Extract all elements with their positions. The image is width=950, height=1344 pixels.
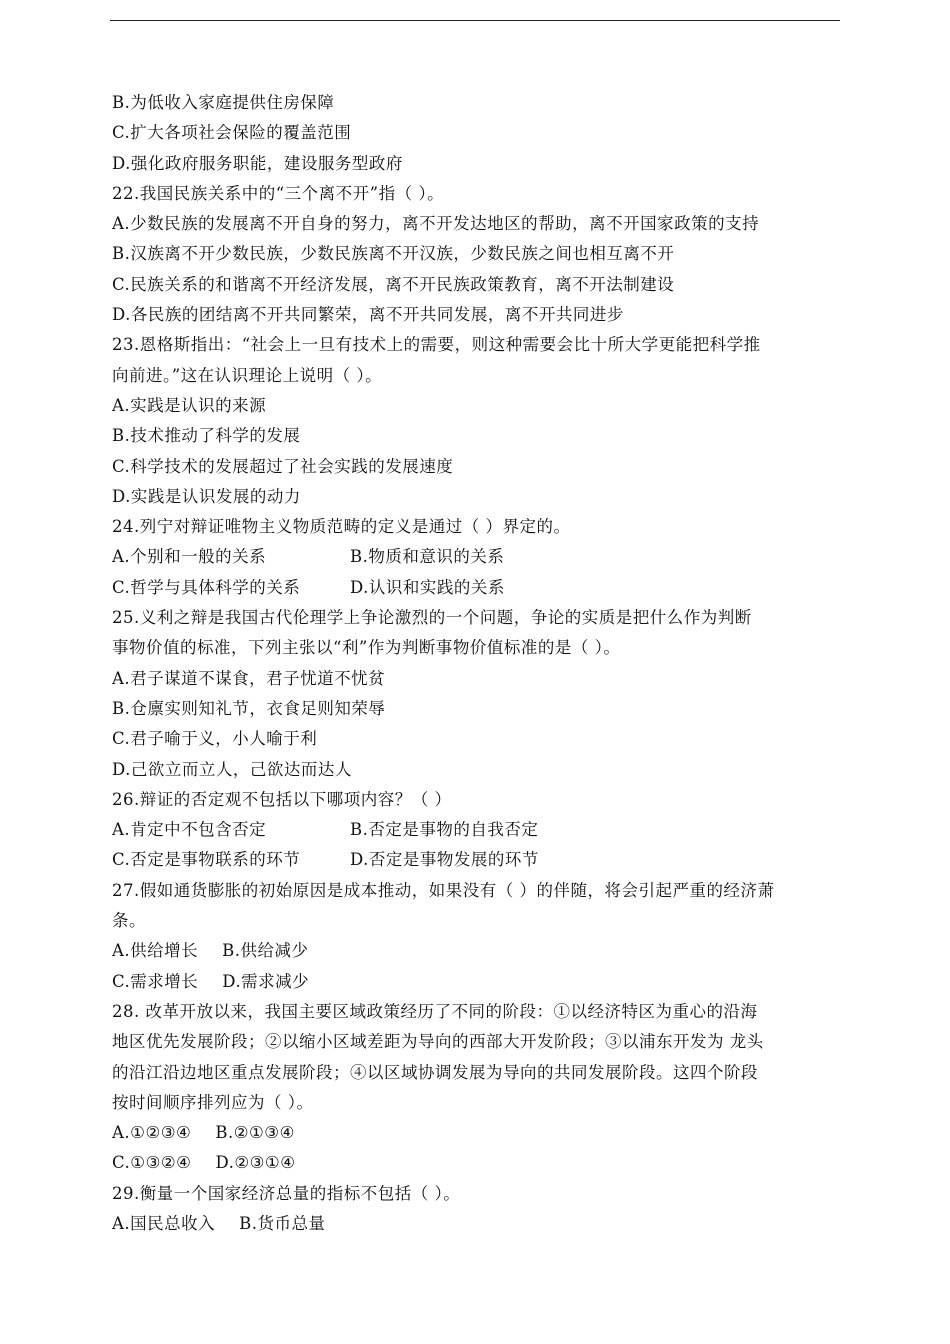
option-c: C.需求增长 <box>112 971 199 991</box>
option-pair <box>112 542 842 572</box>
question-22: 22.我国民族关系中的“三个离不开”指（ ）。 <box>112 183 445 203</box>
question-28-cont: 按时间顺序排列应为（ ）。 <box>112 1092 314 1112</box>
question-28-cont: 地区优先发展阶段；②以缩小区域差距为导向的西部大开发阶段；③以浦东开发为 龙头 <box>112 1032 764 1052</box>
option-pair <box>112 573 842 603</box>
option-a: A.①②③④ <box>112 1123 192 1143</box>
header-rule <box>110 20 840 21</box>
option-a: A.供给增长 <box>112 941 199 961</box>
option-line: D.己欲立而立人，己欲达而达人 <box>112 759 352 779</box>
option-b: B.②①③④ <box>215 1123 295 1143</box>
option-line: C.民族关系的和谐离不开经济发展，离不开民族政策教育，离不开法制建设 <box>112 274 675 294</box>
question-26: 26.辩证的否定观不包括以下哪项内容？（ ） <box>112 789 452 809</box>
option-pair <box>112 1148 842 1178</box>
question-28: 28. 改革开放以来，我国主要区域政策经历了不同的阶段：①以经济特区为重心的沿海 <box>112 1001 758 1021</box>
option-line: C.君子喻于义，小人喻于利 <box>112 729 318 749</box>
option-c: C.①③②④ <box>112 1153 192 1173</box>
question-25: 25.义利之辩是我国古代伦理学上争论激烈的一个问题，争论的实质是把什么作为判断 <box>112 608 752 628</box>
option-b: B.供给减少 <box>222 941 309 961</box>
option-c: C.哲学与具体科学的关系 <box>112 577 301 597</box>
option-c: C.否定是事物联系的环节 <box>112 850 301 870</box>
option-b: B.否定是事物的自我否定 <box>350 820 539 840</box>
question-23: 23.恩格斯指出：“社会上一旦有技术上的需要，则这种需要会比十所大学更能把科学推 <box>112 335 761 355</box>
option-pair <box>112 967 842 997</box>
option-line: A.君子谋道不谋食，君子忧道不忧贫 <box>112 668 386 688</box>
question-28-cont: 的沿江沿边地区重点发展阶段；④以区域协调发展为导向的共同发展阶段。这四个阶段 <box>112 1062 758 1082</box>
option-pair <box>112 845 842 875</box>
question-27: 27.假如通货膨胀的初始原因是成本推动，如果没有（ ）的伴随，将会引起严重的经济萧 <box>112 880 775 900</box>
text-line: D.强化政府服务职能，建设服务型政府 <box>112 153 403 173</box>
option-line: B.汉族离不开少数民族，少数民族离不开汉族，少数民族之间也相互离不开 <box>112 244 675 264</box>
option-a: A.国民总收入 <box>112 1213 216 1233</box>
option-line: D.实践是认识发展的动力 <box>112 486 301 506</box>
question-23-cont: 向前进。”这在认识理论上说明（ ）。 <box>112 365 383 385</box>
option-d: D.②③①④ <box>215 1153 296 1173</box>
option-line: A.实践是认识的来源 <box>112 395 267 415</box>
option-pair <box>112 815 842 845</box>
question-27-cont: 条。 <box>112 911 146 931</box>
document-body <box>112 88 842 1239</box>
option-a: A.肯定中不包含否定 <box>112 820 267 840</box>
option-pair <box>112 1118 842 1148</box>
text-line: B.为低收入家庭提供住房保障 <box>112 93 335 112</box>
option-line: D.各民族的团结离不开共同繁荣，离不开共同发展，离不开共同进步 <box>112 305 624 325</box>
option-pair <box>112 1209 842 1239</box>
option-a: A.个别和一般的关系 <box>112 547 267 567</box>
text-line: C.扩大各项社会保险的覆盖范围 <box>112 123 352 143</box>
option-line: B.技术推动了科学的发展 <box>112 426 301 446</box>
question-24: 24.列宁对辩证唯物主义物质范畴的定义是通过（ ）界定的。 <box>112 517 571 537</box>
option-pair <box>112 936 842 966</box>
question-25-cont: 事物价值的标准，下列主张以“利”作为判断事物价值标准的是（ ）。 <box>112 638 621 658</box>
option-d: D.否定是事物发展的环节 <box>350 850 539 870</box>
question-29: 29.衡量一个国家经济总量的指标不包括（ ）。 <box>112 1183 461 1203</box>
option-line: B.仓廪实则知礼节，衣食足则知荣辱 <box>112 698 386 718</box>
option-line: A.少数民族的发展离不开自身的努力，离不开发达地区的帮助，离不开国家政策的支持 <box>112 214 760 234</box>
option-b: B.物质和意识的关系 <box>350 547 505 567</box>
option-d: D.需求减少 <box>222 971 310 991</box>
option-line: C.科学技术的发展超过了社会实践的发展速度 <box>112 456 454 476</box>
option-b: B.货币总量 <box>239 1213 326 1233</box>
option-d: D.认识和实践的关系 <box>350 577 505 597</box>
